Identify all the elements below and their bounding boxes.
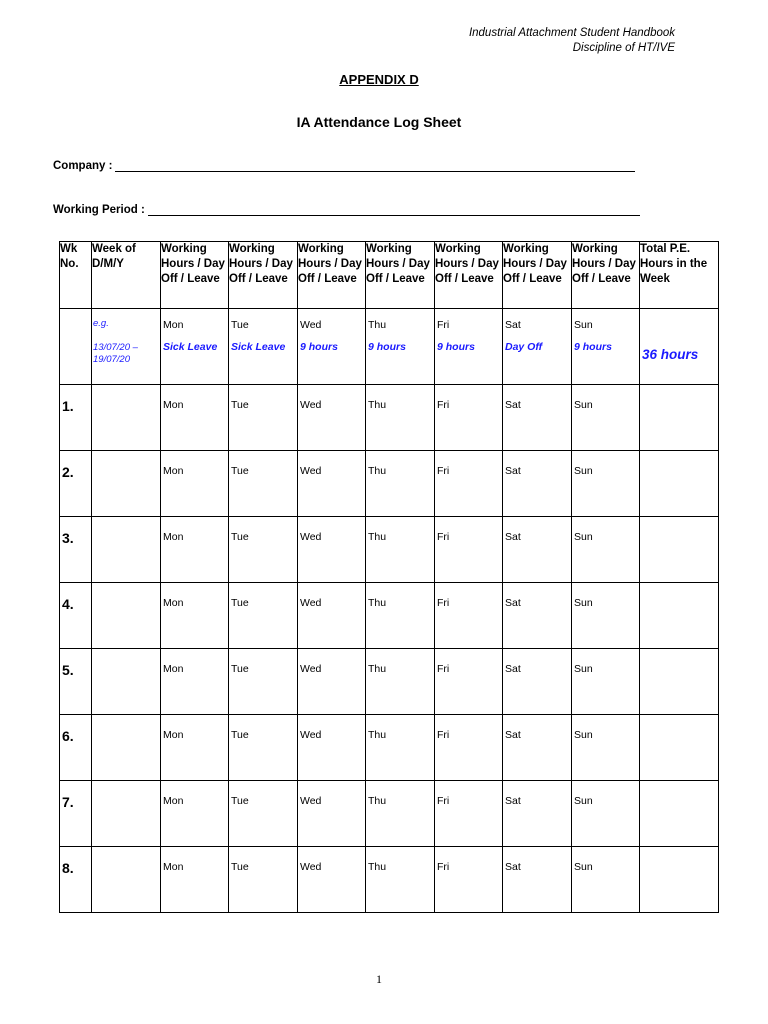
day-entry-cell[interactable] <box>161 451 229 517</box>
week-number: 7. <box>62 794 74 810</box>
day-entry-cell[interactable] <box>572 649 640 715</box>
day-entry-cell[interactable] <box>572 781 640 847</box>
example-day-cell <box>161 309 229 385</box>
table-row <box>60 451 719 517</box>
column-header: Total P.E. Hours in the Week <box>640 242 719 309</box>
week-number-cell <box>60 385 92 451</box>
day-entry-cell[interactable] <box>298 583 366 649</box>
day-label: Sun <box>574 729 593 741</box>
day-label: Wed <box>300 597 322 609</box>
day-entry-cell[interactable] <box>435 781 503 847</box>
day-label: Sun <box>574 861 593 873</box>
day-label: Sat <box>505 729 521 741</box>
table-row <box>60 781 719 847</box>
day-label: Mon <box>163 465 184 477</box>
day-entry-cell[interactable] <box>572 715 640 781</box>
day-label: Sat <box>505 663 521 675</box>
working-period-field <box>53 201 640 216</box>
day-entry-cell[interactable] <box>161 649 229 715</box>
day-entry-cell[interactable] <box>435 847 503 913</box>
page-title: IA Attendance Log Sheet <box>296 114 462 130</box>
day-entry-cell[interactable] <box>366 847 435 913</box>
day-label: Sun <box>574 531 593 543</box>
day-label: Wed <box>300 399 322 411</box>
day-entry-cell[interactable] <box>366 715 435 781</box>
running-header <box>469 26 675 56</box>
day-label: Fri <box>437 597 450 609</box>
example-week-cell <box>60 309 92 385</box>
day-label: Thu <box>368 597 387 609</box>
table-row <box>60 715 719 781</box>
company-field <box>53 157 635 172</box>
day-entry-cell[interactable] <box>366 583 435 649</box>
table-header-row <box>60 242 719 309</box>
week-number: 6. <box>62 728 74 744</box>
day-label: Wed <box>300 319 322 331</box>
day-label: Fri <box>437 795 450 807</box>
week-date-cell[interactable] <box>92 583 161 649</box>
week-number-cell <box>60 451 92 517</box>
total-hours-cell[interactable] <box>640 517 719 583</box>
day-label: Mon <box>163 597 184 609</box>
day-entry-cell[interactable] <box>229 781 298 847</box>
day-entry-cell[interactable] <box>161 517 229 583</box>
day-label: Mon <box>163 729 184 741</box>
example-day-cell <box>435 309 503 385</box>
table-row <box>60 517 719 583</box>
day-label: Fri <box>437 465 450 477</box>
day-label: Sun <box>574 597 593 609</box>
day-entry-cell[interactable] <box>435 385 503 451</box>
day-entry-cell[interactable] <box>229 385 298 451</box>
table-row <box>60 847 719 913</box>
header-handbook-title: Industrial Attachment Student Handbook <box>468 27 675 39</box>
day-entry-cell[interactable] <box>229 583 298 649</box>
week-number: 4. <box>62 596 74 612</box>
week-date-cell[interactable] <box>92 781 161 847</box>
week-number: 8. <box>62 860 74 876</box>
example-total-cell <box>640 309 719 385</box>
day-label: Fri <box>437 399 450 411</box>
example-hours-value: 9 hours <box>300 341 338 353</box>
day-entry-cell[interactable] <box>435 517 503 583</box>
day-entry-cell[interactable] <box>572 847 640 913</box>
day-entry-cell[interactable] <box>229 847 298 913</box>
day-label: Wed <box>300 795 322 807</box>
table-row <box>60 583 719 649</box>
column-header: Working Hours / Day Off / Leave <box>572 242 640 309</box>
example-hours-value: 9 hours <box>368 341 406 353</box>
day-entry-cell[interactable] <box>435 649 503 715</box>
example-hours-value: Day Off <box>505 341 543 353</box>
day-label: Mon <box>163 795 184 807</box>
day-label: Fri <box>437 319 450 331</box>
day-label: Tue <box>231 531 249 543</box>
working-period-blank-line <box>148 201 640 216</box>
day-entry-cell[interactable] <box>572 583 640 649</box>
column-header: Wk No. <box>60 242 92 309</box>
day-entry-cell[interactable] <box>503 451 572 517</box>
day-label: Sat <box>505 319 521 331</box>
week-date-cell[interactable] <box>92 451 161 517</box>
day-label: Tue <box>231 729 249 741</box>
day-entry-cell[interactable] <box>161 781 229 847</box>
day-entry-cell[interactable] <box>572 451 640 517</box>
day-entry-cell[interactable] <box>503 781 572 847</box>
day-label: Sat <box>505 531 521 543</box>
column-header: Working Hours / Day Off / Leave <box>435 242 503 309</box>
week-number: 1. <box>62 398 74 414</box>
table-row <box>60 649 719 715</box>
day-label: Thu <box>368 531 387 543</box>
day-entry-cell[interactable] <box>503 517 572 583</box>
week-date-cell[interactable] <box>92 847 161 913</box>
day-label: Fri <box>437 663 450 675</box>
day-entry-cell[interactable] <box>298 385 366 451</box>
day-entry-cell[interactable] <box>229 517 298 583</box>
day-label: Sun <box>574 465 593 477</box>
day-label: Sat <box>505 795 521 807</box>
day-label: Wed <box>300 861 322 873</box>
day-entry-cell[interactable] <box>229 715 298 781</box>
day-label: Sun <box>574 319 593 331</box>
total-hours-cell[interactable] <box>640 781 719 847</box>
day-label: Thu <box>368 729 387 741</box>
example-date-cell <box>92 309 161 385</box>
example-day-cell <box>366 309 435 385</box>
day-label: Wed <box>300 729 322 741</box>
example-hours-value: 9 hours <box>437 341 475 353</box>
example-day-cell <box>229 309 298 385</box>
day-label: Sat <box>505 597 521 609</box>
total-hours-cell[interactable] <box>640 847 719 913</box>
total-hours-cell[interactable] <box>640 715 719 781</box>
day-entry-cell[interactable] <box>366 517 435 583</box>
day-entry-cell[interactable] <box>366 451 435 517</box>
day-label: Fri <box>437 531 450 543</box>
column-header: Week of D/M/Y <box>92 242 161 309</box>
week-number: 2. <box>62 464 74 480</box>
total-hours-cell[interactable] <box>640 649 719 715</box>
total-hours-cell[interactable] <box>640 583 719 649</box>
day-entry-cell[interactable] <box>161 847 229 913</box>
week-number-cell <box>60 781 92 847</box>
day-entry-cell[interactable] <box>435 715 503 781</box>
day-label: Fri <box>437 729 450 741</box>
week-number-cell <box>60 583 92 649</box>
day-entry-cell[interactable] <box>298 781 366 847</box>
day-entry-cell[interactable] <box>366 781 435 847</box>
example-hours-value: Sick Leave <box>231 341 286 353</box>
day-label: Sun <box>574 663 593 675</box>
day-label: Thu <box>368 795 387 807</box>
day-entry-cell[interactable] <box>161 715 229 781</box>
day-label: Mon <box>163 319 184 331</box>
company-label: Company : <box>53 160 113 172</box>
day-label: Tue <box>231 319 249 331</box>
day-entry-cell[interactable] <box>161 385 229 451</box>
day-entry-cell[interactable] <box>229 451 298 517</box>
week-number-cell <box>60 847 92 913</box>
day-entry-cell[interactable] <box>298 847 366 913</box>
column-header: Working Hours / Day Off / Leave <box>366 242 435 309</box>
day-label: Thu <box>368 319 387 331</box>
day-label: Mon <box>163 861 184 873</box>
example-hours-value: Sick Leave <box>163 341 218 353</box>
column-header: Working Hours / Day Off / Leave <box>161 242 229 309</box>
day-entry-cell[interactable] <box>503 649 572 715</box>
attendance-log-table <box>59 241 719 913</box>
total-hours-cell[interactable] <box>640 385 719 451</box>
example-hours-value: 9 hours <box>574 341 612 353</box>
day-label: Tue <box>231 465 249 477</box>
day-entry-cell[interactable] <box>366 385 435 451</box>
day-entry-cell[interactable] <box>435 451 503 517</box>
day-entry-cell[interactable] <box>298 715 366 781</box>
week-date-cell[interactable] <box>92 517 161 583</box>
week-date-cell[interactable] <box>92 649 161 715</box>
week-number-cell <box>60 649 92 715</box>
day-entry-cell[interactable] <box>572 385 640 451</box>
day-label: Thu <box>368 465 387 477</box>
day-label: Thu <box>368 399 387 411</box>
page-number: 1 <box>376 972 382 986</box>
day-label: Mon <box>163 531 184 543</box>
week-number: 3. <box>62 530 74 546</box>
example-total: 36 hours <box>642 347 699 362</box>
header-discipline: Discipline of HT/IVE <box>572 42 675 54</box>
week-number-cell <box>60 517 92 583</box>
day-entry-cell[interactable] <box>366 649 435 715</box>
day-entry-cell[interactable] <box>229 649 298 715</box>
example-day-cell <box>298 309 366 385</box>
day-label: Tue <box>231 663 249 675</box>
week-number-cell <box>60 715 92 781</box>
day-label: Sun <box>574 399 593 411</box>
column-header: Working Hours / Day Off / Leave <box>298 242 366 309</box>
day-label: Sat <box>505 861 521 873</box>
day-label: Wed <box>300 531 322 543</box>
day-entry-cell[interactable] <box>503 847 572 913</box>
day-label: Sun <box>574 795 593 807</box>
day-entry-cell[interactable] <box>435 583 503 649</box>
example-row <box>60 309 719 385</box>
day-entry-cell[interactable] <box>298 451 366 517</box>
day-label: Sat <box>505 465 521 477</box>
total-hours-cell[interactable] <box>640 451 719 517</box>
day-entry-cell[interactable] <box>503 385 572 451</box>
column-header: Working Hours / Day Off / Leave <box>503 242 572 309</box>
day-label: Wed <box>300 465 322 477</box>
column-header: Working Hours / Day Off / Leave <box>229 242 298 309</box>
day-label: Tue <box>231 861 249 873</box>
day-label: Mon <box>163 663 184 675</box>
appendix-heading: APPENDIX D <box>339 72 419 87</box>
example-day-cell <box>572 309 640 385</box>
week-date-cell[interactable] <box>92 715 161 781</box>
day-label: Sat <box>505 399 521 411</box>
day-label: Tue <box>231 399 249 411</box>
day-entry-cell[interactable] <box>298 649 366 715</box>
day-label: Thu <box>368 861 387 873</box>
day-entry-cell[interactable] <box>503 583 572 649</box>
working-period-label: Working Period : <box>53 204 145 216</box>
day-entry-cell[interactable] <box>503 715 572 781</box>
company-blank-line <box>115 157 635 172</box>
example-day-cell <box>503 309 572 385</box>
day-label: Thu <box>368 663 387 675</box>
example-dates: 13/07/20 – 19/07/20 <box>93 342 138 365</box>
day-label: Tue <box>231 597 249 609</box>
day-label: Tue <box>231 795 249 807</box>
day-entry-cell[interactable] <box>572 517 640 583</box>
day-entry-cell[interactable] <box>161 583 229 649</box>
day-label: Mon <box>163 399 184 411</box>
table-row <box>60 385 719 451</box>
day-label: Wed <box>300 663 322 675</box>
day-label: Fri <box>437 861 450 873</box>
week-number: 5. <box>62 662 74 678</box>
day-entry-cell[interactable] <box>298 517 366 583</box>
example-label: e.g. <box>93 318 109 329</box>
week-date-cell[interactable] <box>92 385 161 451</box>
